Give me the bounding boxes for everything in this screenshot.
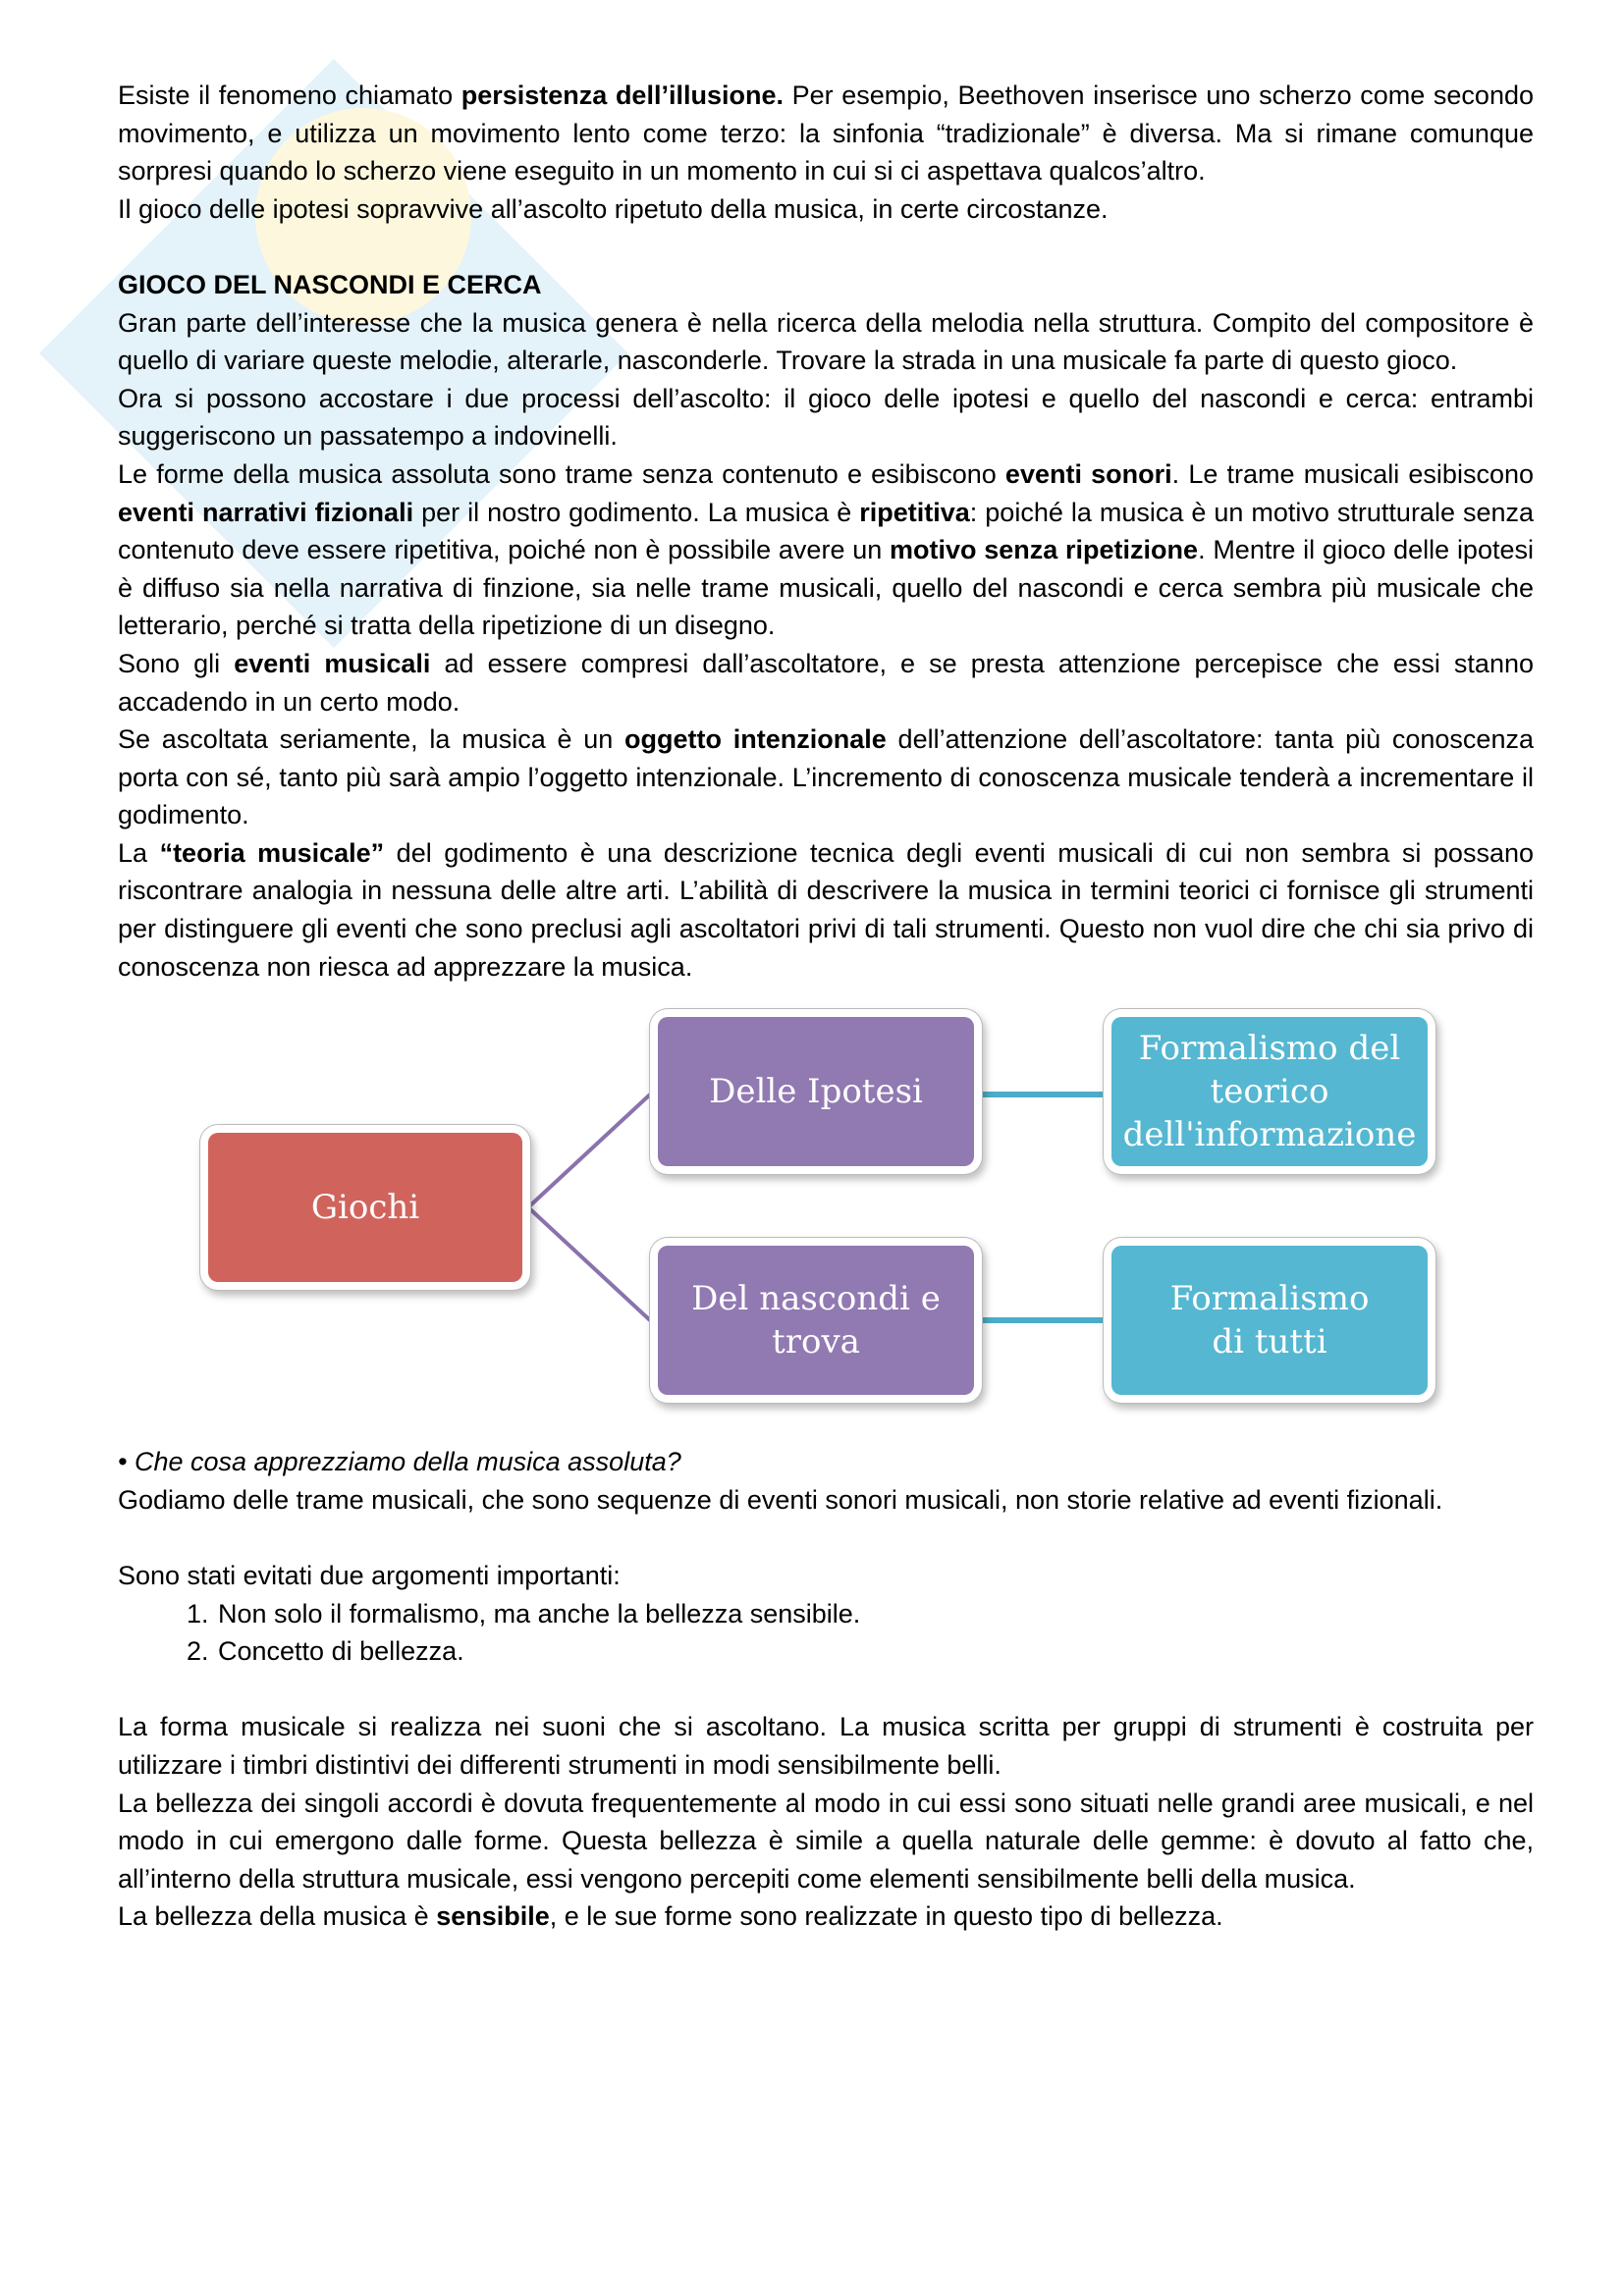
paragraph bbox=[118, 1897, 1534, 1936]
section-body bbox=[118, 304, 1534, 987]
node-formalismo-teorico: Formalismo del teorico dell'informazione bbox=[1111, 1017, 1428, 1166]
paragraph bbox=[118, 455, 1534, 645]
node-formalismo-di-tutti: Formalismo di tutti bbox=[1111, 1246, 1428, 1395]
text-run: Il gioco delle ipotesi sopravvive all’ascolto ripetuto della musica, in certe circostanze. bbox=[118, 193, 1109, 224]
node-delle-ipotesi: Delle Ipotesi bbox=[658, 1017, 974, 1166]
text-run: . Mentre il gioco delle ipotesi è diffuso sia nella narrativa di finzione, sia nelle trame musicali, quello del nascondi e cerca sembra più musicale che letterario, perché si tratta della ripetizione di un disegno. bbox=[118, 535, 1534, 641]
paragraph bbox=[118, 190, 1534, 229]
intro-section bbox=[118, 77, 1534, 228]
bold-term: ripetitiva bbox=[859, 497, 970, 527]
node-del-nascondi-e-trova: Del nascondi e trova bbox=[658, 1246, 974, 1395]
bold-term: sensibile bbox=[436, 1901, 550, 1932]
text-run: La bbox=[118, 837, 160, 868]
text-run: : poiché la musica è un motivo strutturale senza contenuto deve essere ripetitiva, poiché non è possibile avere un bbox=[118, 497, 1535, 565]
text-run: per il nostro godimento. La musica è bbox=[413, 497, 860, 527]
text-run: Sono gli bbox=[118, 648, 235, 678]
paragraph bbox=[118, 645, 1534, 721]
text-run: ad essere compresi dall’ascoltatore, e se presta attenzione percepisce che essi stanno accadendo in un certo modo. bbox=[118, 648, 1534, 717]
document-body bbox=[118, 77, 1534, 1936]
list-item: 1. Non solo il formalismo, ma anche la bellezza sensibile. bbox=[216, 1595, 1534, 1633]
paragraph bbox=[118, 380, 1534, 455]
section-heading: GIOCO DEL NASCONDI E CERCA bbox=[118, 269, 542, 299]
text-run: La bellezza della musica è bbox=[118, 1901, 437, 1932]
bold-term: eventi sonori bbox=[1004, 458, 1172, 489]
text-run: Esiste il fenomeno chiamato bbox=[118, 80, 461, 110]
bold-term: eventi musicali bbox=[234, 648, 431, 678]
text-run: Se ascoltata seriamente, la musica è un bbox=[118, 724, 625, 755]
question: • Che cosa apprezziamo della musica assoluta? bbox=[118, 1447, 681, 1477]
text-run: Per esempio, Beethoven inserisce uno scherzo come secondo movimento, e utilizza un movimento lento come terzo: la sinfonia “tradizionale” è diversa. Ma si rimane comunque sorpresi quando lo scherzo viene eseguito in un momento in cui si ci aspettava qualcos’altro. bbox=[118, 80, 1534, 187]
answer: Godiamo delle trame musicali, che sono sequenze di eventi sonori musicali, non storie relative ad eventi fizionali. bbox=[118, 1484, 1443, 1515]
text-run: Gran parte dell’interesse che la musica genera è nella ricerca della melodia nella struttura. Compito del compositore è quello di variare queste melodie, alterarle, nasconderle. Trovare la strada in una musicale fa parte di questo gioco. bbox=[118, 307, 1534, 376]
text-run: del godimento è una descrizione tecnica degli eventi musicali di cui non sembra si possano riscontrare analogia in nessuna delle altre arti. L’abilità di descrivere la musica in termini teorici ci fornisce gli strumenti per distinguere gli eventi che sono preclusi agli ascoltatori privi di tali strumenti. Questo non vuol dire che chi sia privo di conoscenza non riesca ad apprezzare la musica. bbox=[118, 837, 1535, 982]
numbered-list bbox=[118, 1595, 1534, 1671]
list-item: 2. Concetto di bellezza. bbox=[216, 1632, 1534, 1671]
paragraph bbox=[118, 721, 1534, 834]
text-run: La bellezza dei singoli accordi è dovuta frequentemente al modo in cui essi sono situati nelle grandi aree musicali, e nel modo in cui emergono dalle forme. Questa bellezza è simile a quella naturale delle gemme: è dovuto al fatto che, all’interno della struttura musicale, essi vengono percepiti come elementi sensibilmente belli della musica. bbox=[118, 1788, 1534, 1894]
text-run: . Le trame musicali esibiscono bbox=[1171, 458, 1534, 489]
paragraph bbox=[118, 1708, 1534, 1784]
text-run: Le forme della musica assoluta sono trame senza contenuto e esibiscono bbox=[118, 458, 1005, 489]
text-run: La forma musicale si realizza nei suoni che si ascoltano. La musica scritta per gruppi di strumenti è costruita per utilizzare i timbri distintivi dei differenti strumenti in modi sensibilmente belli. bbox=[118, 1712, 1534, 1780]
paragraph bbox=[118, 304, 1534, 380]
bold-term: motivo senza ripetizione bbox=[890, 535, 1199, 565]
bold-term: “teoria musicale” bbox=[159, 837, 385, 868]
paragraph bbox=[118, 834, 1534, 986]
node-giochi: Giochi bbox=[208, 1133, 522, 1282]
text-run: Ora si possono accostare i due processi dell’ascolto: il gioco delle ipotesi e quello del nascondi e cerca: entrambi suggeriscono un passatempo a indovinelli. bbox=[118, 383, 1534, 452]
bold-term: oggetto intenzionale bbox=[624, 724, 887, 755]
closing-section bbox=[118, 1708, 1534, 1936]
text-run: dell’attenzione dell’ascoltatore: tanta più conoscenza porta con sé, tanto più sarà ampio l’oggetto intenzionale. L’incremento di conoscenza musicale tenderà a incrementare il godimento. bbox=[118, 724, 1534, 830]
bold-term: eventi narrativi fizionali bbox=[118, 497, 414, 527]
bold-term: persistenza dell’illusione. bbox=[460, 80, 784, 110]
games-diagram bbox=[118, 1001, 1534, 1414]
text-run: , e le sue forme sono realizzate in questo tipo di bellezza. bbox=[549, 1901, 1223, 1932]
paragraph bbox=[118, 1785, 1534, 1898]
list-intro: Sono stati evitati due argomenti importanti: bbox=[118, 1561, 621, 1591]
paragraph bbox=[118, 77, 1534, 190]
